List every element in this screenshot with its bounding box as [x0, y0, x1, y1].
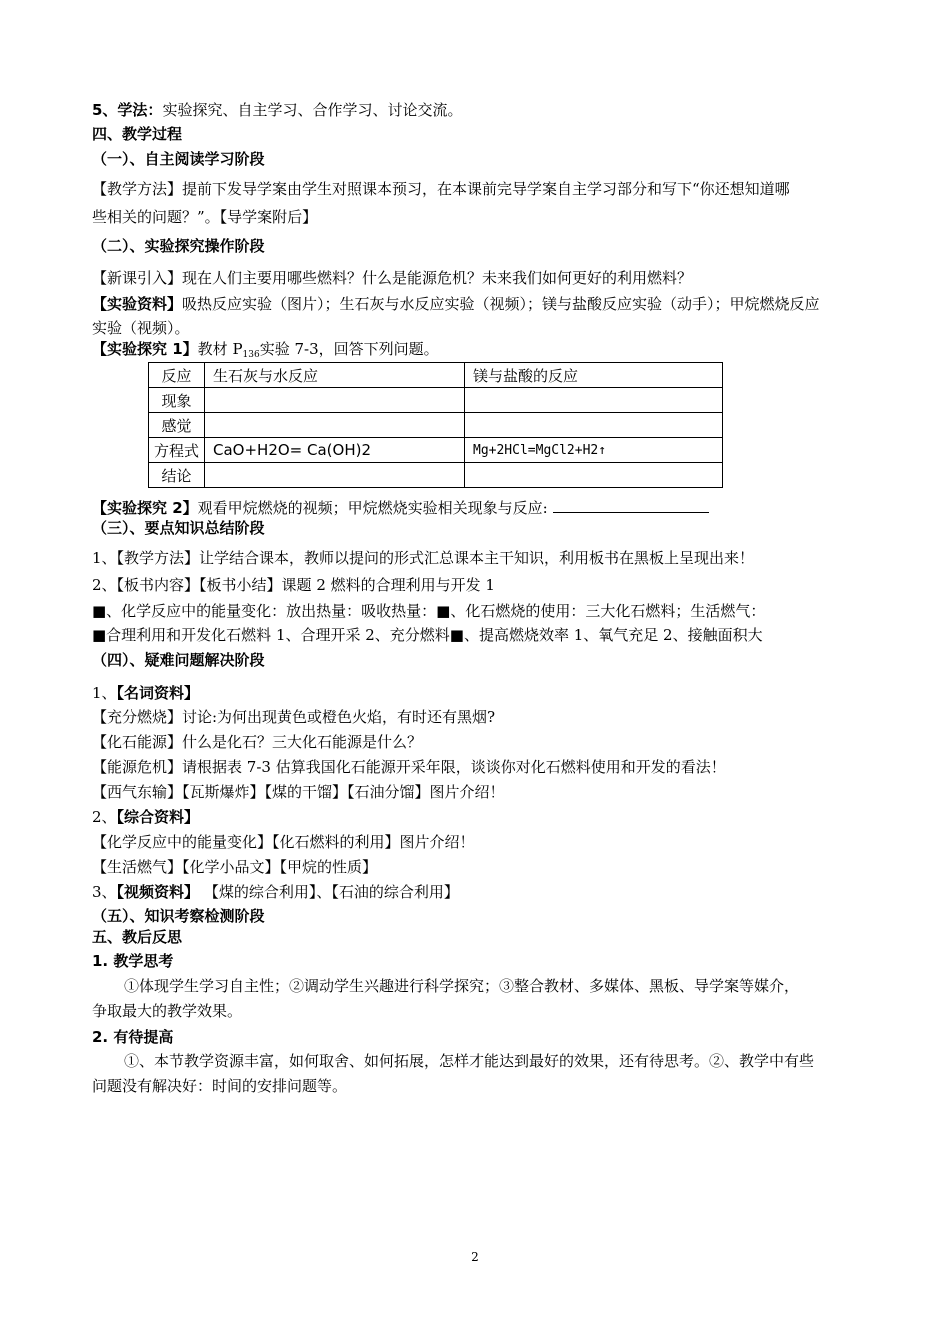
table-cell — [205, 463, 465, 488]
experiment-inquiry-2-text: 观看甲烷燃烧的视频；甲烷燃烧实验相关现象与反应: — [197, 499, 548, 517]
study-method-label: 5、学法： — [92, 101, 163, 119]
experiment-inquiry-2-label: 【实验探究 2】 — [92, 499, 198, 517]
table-cell — [465, 388, 723, 413]
improvement-line-1: ①、本节教学资源丰富，如何取舍、如何拓展，怎样才能达到最好的效果，还有待思考。②、教学中有些 — [124, 1052, 815, 1070]
teaching-method-line-1: 【教学方法】提前下发导学案由学生对照课本预习，在本课前完导学案自主学习部分和写下“你还想知道哪 — [92, 180, 790, 198]
table-cell: 反应 — [149, 363, 205, 388]
stage-2-heading: （二）、实验探究操作阶段 — [92, 237, 265, 255]
video-materials — [92, 882, 459, 902]
experiment-inquiry-2 — [92, 498, 709, 518]
energy-crisis: 【能源危机】请根据表 7-3 估算我国化石能源开采年限，谈谈你对化石燃料使用和开发的看法！ — [92, 758, 726, 776]
section-teaching-process: 四、教学过程 — [92, 125, 183, 143]
item-number: 2、 — [92, 808, 117, 826]
gas-topics: 【生活燃气】【化学小品文】【甲烷的性质】 — [92, 858, 378, 876]
improvement-line-2: 问题没有解决好：时间的安排问题等。 — [92, 1077, 348, 1095]
table-cell: 感觉 — [149, 413, 205, 438]
full-combustion: 【充分燃烧】讨论:为何出现黄色或橙色火焰，有时还有黑烟? — [92, 708, 496, 726]
table-cell — [465, 413, 723, 438]
fossil-energy: 【化石能源】什么是化石？三大化石能源是什么？ — [92, 733, 423, 751]
table-row — [149, 438, 723, 463]
answer-blank[interactable] — [553, 498, 709, 513]
table-row — [149, 463, 723, 488]
item-number: 3、 — [92, 883, 117, 901]
board-line-2: ■合理利用和开发化石燃料 1、合理开采 2、充分燃料■、提高燃烧效率 1、氧气充足 2、接触面积大 — [92, 626, 763, 644]
comprehensive-materials — [92, 807, 199, 827]
teaching-thoughts-heading: 1. 教学思考 — [92, 952, 174, 970]
experiment-materials-label: 【实验资料】 — [92, 295, 183, 313]
experiment-table — [148, 362, 723, 488]
table-cell: 结论 — [149, 463, 205, 488]
video-materials-text: 【煤的综合利用】、【石油的综合利用】 — [199, 883, 459, 901]
table-cell — [205, 413, 465, 438]
table-cell: 现象 — [149, 388, 205, 413]
experiment-materials-line-1 — [92, 294, 820, 314]
experiment-materials-text: 吸热反应实验（图片）；生石灰与水反应实验（视频）；镁与盐酸反应实验（动手）；甲烷燃烧反应 — [182, 295, 820, 313]
study-method-line — [92, 100, 462, 120]
section-reflection: 五、教后反思 — [92, 928, 183, 946]
energy-change-topics: 【化学反应中的能量变化】【化石燃料的利用】图片介绍！ — [92, 833, 475, 851]
term-materials — [92, 683, 199, 703]
improvement-heading: 2. 有待提高 — [92, 1028, 174, 1046]
table-cell — [465, 463, 723, 488]
experiment-inquiry-1-label: 【实验探究 1】 — [92, 340, 198, 358]
board-line-1: ■、化学反应中的能量变化：放出热量：吸收热量：■、化石燃烧的使用：三大化石燃料；生活燃气： — [92, 602, 766, 620]
table-row — [149, 363, 723, 388]
comprehensive-materials-label: 【综合资料】 — [116, 808, 200, 826]
table-cell: 生石灰与水反应 — [205, 363, 465, 388]
summary-method: 1、【教学方法】让学结合课本，教师以提问的形式汇总课本主干知识，利用板书在黑板上呈现出来！ — [92, 549, 755, 567]
table-cell: 镁与盐酸的反应 — [465, 363, 723, 388]
table-cell — [205, 388, 465, 413]
page-number: 2 — [471, 1250, 479, 1264]
study-method-text: 实验探究、自主学习、合作学习、讨论交流。 — [162, 101, 463, 119]
equation-mg: Mg+2HCl=MgCl2+H2↑ — [465, 438, 723, 463]
video-materials-label: 【视频资料】 — [116, 883, 200, 901]
experiment-inquiry-1-text: 实验 7-3，回答下列问题。 — [259, 340, 439, 358]
table-row — [149, 413, 723, 438]
textbook-page-sub: 136 — [242, 350, 260, 360]
teaching-thoughts-line-2: 争取最大的教学效果。 — [92, 1002, 243, 1020]
experiment-materials-line-2: 实验（视频）。 — [92, 319, 190, 337]
table-cell: 方程式 — [149, 438, 205, 463]
new-lesson-intro: 【新课引入】现在人们主要用哪些燃料？什么是能源危机？未来我们如何更好的利用燃料？ — [92, 269, 693, 287]
teaching-thoughts-line-1: ①体现学生学习自主性；②调动学生兴趣进行科学探究；③整合教材、多媒体、黑板、导学案等媒介， — [124, 977, 800, 995]
stage-5-heading: （五）、知识考察检测阶段 — [92, 907, 265, 925]
item-number: 1、 — [92, 684, 117, 702]
table-row — [149, 388, 723, 413]
equation-cao: CaO+H2O= Ca(OH)2 — [205, 438, 465, 463]
stage-1-heading: （一）、自主阅读学习阶段 — [92, 150, 265, 168]
textbook-ref: 教材 P — [197, 340, 243, 358]
stage-3-heading: （三）、要点知识总结阶段 — [92, 519, 265, 537]
teaching-method-line-2: 些相关的问题？”。【导学案附后】 — [92, 208, 318, 226]
stage-4-heading: （四）、疑难问题解决阶段 — [92, 651, 265, 669]
term-materials-label: 【名词资料】 — [116, 684, 200, 702]
picture-topics: 【西气东输】【瓦斯爆炸】【煤的干馏】【石油分馏】图片介绍！ — [92, 783, 505, 801]
board-content: 2、【板书内容】【板书小结】课题 2 燃料的合理利用与开发 1 — [92, 576, 495, 594]
